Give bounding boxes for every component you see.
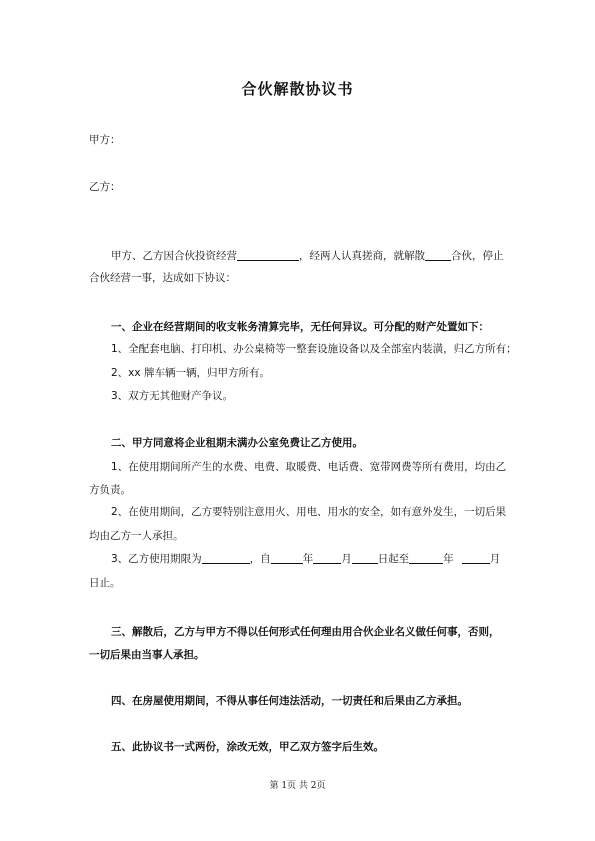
section-1-heading: 一、企业在经营期间的收支帐务清算完毕，无任何异议。可分配的财产处置如下：	[111, 321, 489, 333]
section-2-item-2-line-2: 均由乙方一人承担。	[89, 530, 184, 542]
document-title: 合伙解散协议书	[241, 80, 354, 98]
intro-line-2: 合伙经营一事，达成如下协议：	[89, 272, 236, 284]
section-1-item-2: 2、xx 牌车辆一辆，归甲方所有。	[111, 367, 270, 379]
term-text-5: 日起至	[377, 553, 410, 565]
end-year-blank	[409, 552, 443, 564]
intro-text-3: 合伙，停止	[451, 250, 504, 262]
term-text-2: ，自	[249, 553, 271, 565]
section-2-heading: 二、甲方同意将企业租期未满办公室免费让乙方使用。	[111, 437, 363, 449]
term-text-3: 年	[302, 553, 314, 565]
section-2-item-3-line-1	[111, 552, 500, 566]
end-month-blank	[462, 552, 490, 564]
start-day-blank	[352, 552, 378, 564]
intro-line-1	[111, 249, 504, 263]
term-blank	[202, 552, 250, 564]
section-2-item-1-line-2: 方负责。	[89, 484, 131, 496]
section-2-item-2-line-1: 2、在使用期间，乙方要特别注意用火、用电、用水的安全，如有意外发生，一切后果	[111, 506, 507, 518]
party-a-label: 甲方：	[89, 134, 121, 146]
start-year-blank	[271, 552, 303, 564]
section-2-item-3-line-2: 日止。	[89, 577, 121, 589]
section-1-item-1: 1、全配套电脑、打印机、办公桌椅等一整套设施设备以及全部室内装潢，归乙方所有；	[111, 343, 517, 355]
section-1-item-3: 3、双方无其他财产争议。	[111, 390, 234, 402]
page-footer: 第 1页 共 2页	[269, 781, 326, 791]
section-2-item-1-line-1: 1、在使用期间所产生的水费、电费、取暖费、电话费、宽带网费等所有费用，均由乙	[111, 461, 507, 473]
section-4: 四、在房屋使用期间，不得从事任何违法活动，一切责任和后果由乙方承担。	[111, 695, 468, 707]
section-5: 五、此协议书一式两份，涂改无效，甲乙双方签字后生效。	[111, 741, 384, 753]
business-blank	[237, 249, 299, 261]
term-text-4: 月	[341, 553, 352, 565]
section-3-line-1: 三、解散后，乙方与甲方不得以任何形式任何理由用合伙企业名义做任何事，否则，	[111, 626, 500, 638]
intro-text-1: 甲方、乙方因合伙投资经营	[111, 250, 237, 262]
term-text-7: 月	[489, 553, 501, 565]
start-month-blank	[313, 552, 341, 564]
section-3-line-2: 一切后果由当事人承担。	[89, 649, 205, 661]
intro-text-2: ，经两人认真搓商，就解散	[299, 250, 425, 262]
term-text-1: 3、乙方使用期限为	[111, 553, 202, 565]
partnership-name-blank	[425, 249, 451, 261]
party-b-label: 乙方：	[89, 181, 121, 193]
term-text-6: 年	[443, 553, 454, 565]
